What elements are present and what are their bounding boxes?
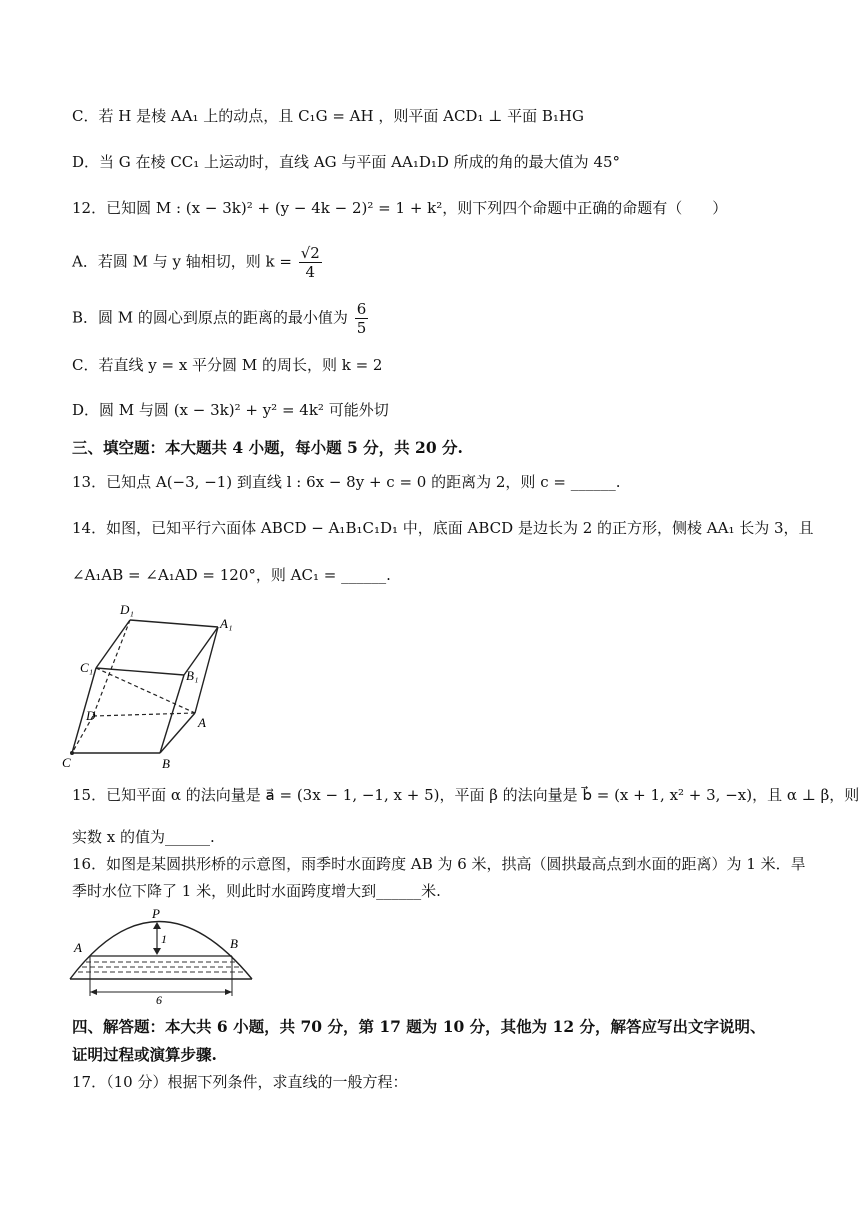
label-span: 6 bbox=[156, 993, 162, 1004]
q12b-fraction bbox=[355, 300, 369, 337]
q11-option-c: C．若 H 是棱 AA₁ 上的动点，且 C₁G = AH ，则平面 ACD₁ ⊥ 平面 B₁HG bbox=[72, 107, 584, 125]
q16-line1: 16．如图是某圆拱形桥的示意图，雨季时水面跨度 AB 为 6 米，拱高（圆拱最高点到水面的距离）为 1 米．旱 bbox=[72, 855, 806, 873]
q16-line2: 季时水位下降了 1 米，则此时水面跨度增大到______米. bbox=[72, 882, 441, 900]
q12-stem: 12．已知圆 M : (x − 3k)² + (y − 4k − 2)² = 1 + k²，则下列四个命题中正确的命题有（ ） bbox=[72, 199, 728, 217]
q17: 17．（10 分）根据下列条件，求直线的一般方程： bbox=[72, 1073, 408, 1091]
label-height: 1 bbox=[161, 932, 167, 946]
q15-line2: 实数 x 的值为______. bbox=[72, 828, 215, 846]
q12a-denominator: 4 bbox=[305, 263, 316, 281]
label-A: A bbox=[198, 715, 206, 730]
label-C: C bbox=[62, 755, 71, 770]
label-B: B bbox=[230, 936, 238, 951]
label-B1: B₁ bbox=[186, 668, 199, 683]
q12-option-d: D．圆 M 与圆 (x − 3k)² + y² = 4k² 可能外切 bbox=[72, 401, 389, 419]
q13: 13．已知点 A(−3, −1) 到直线 l : 6x − 8y + c = 0 的距离为 2，则 c = ______. bbox=[72, 473, 621, 491]
q12b-numerator: 6 bbox=[356, 300, 367, 318]
q12b-text: B．圆 M 的圆心到原点的距离的最小值为 bbox=[72, 308, 348, 327]
q12a-fraction bbox=[299, 244, 322, 281]
label-B: B bbox=[162, 756, 170, 771]
label-D: D bbox=[86, 708, 96, 723]
q16-arch-bridge-figure bbox=[62, 904, 262, 1004]
q12-option-c: C．若直线 y = x 平分圆 M 的周长，则 k = 2 bbox=[72, 356, 383, 374]
section-3-heading: 三、填空题：本大题共 4 小题，每小题 5 分，共 20 分. bbox=[72, 438, 463, 457]
label-D1: D₁ bbox=[120, 602, 134, 617]
label-P: P bbox=[152, 906, 160, 921]
q15-line1: 15．已知平面 α 的法向量是 a⃗ = (3x − 1, −1, x + 5)，平面 β 的法向量是 b⃗ = (x + 1, x² + 3, −x)，且 α ⊥ β，则 bbox=[72, 786, 860, 804]
q14-parallelepiped-figure bbox=[60, 600, 250, 775]
section-4-heading-line2: 证明过程或演算步骤. bbox=[72, 1045, 217, 1064]
q12b-denominator: 5 bbox=[356, 319, 367, 337]
q12a-numerator: √2 bbox=[300, 244, 320, 262]
q14-line2: ∠A₁AB = ∠A₁AD = 120°，则 AC₁ = ______. bbox=[72, 566, 391, 584]
q12-option-b bbox=[72, 300, 370, 337]
label-A1: A₁ bbox=[220, 616, 233, 631]
section-4-heading-line1: 四、解答题：本大共 6 小题，共 70 分，第 17 题为 10 分，其他为 12 分，解答应写出文字说明、 bbox=[72, 1017, 766, 1036]
q12-option-a bbox=[72, 244, 324, 281]
label-C1: C₁ bbox=[80, 660, 94, 675]
label-A: A bbox=[74, 940, 82, 955]
q14-line1: 14．如图，已知平行六面体 ABCD − A₁B₁C₁D₁ 中，底面 ABCD 是边长为 2 的正方形，侧棱 AA₁ 长为 3，且 bbox=[72, 519, 814, 537]
q12a-text: A．若圆 M 与 y 轴相切，则 k = bbox=[72, 252, 292, 271]
q11-option-d: D．当 G 在棱 CC₁ 上运动时，直线 AG 与平面 AA₁D₁D 所成的角的最大值为 45° bbox=[72, 153, 621, 171]
